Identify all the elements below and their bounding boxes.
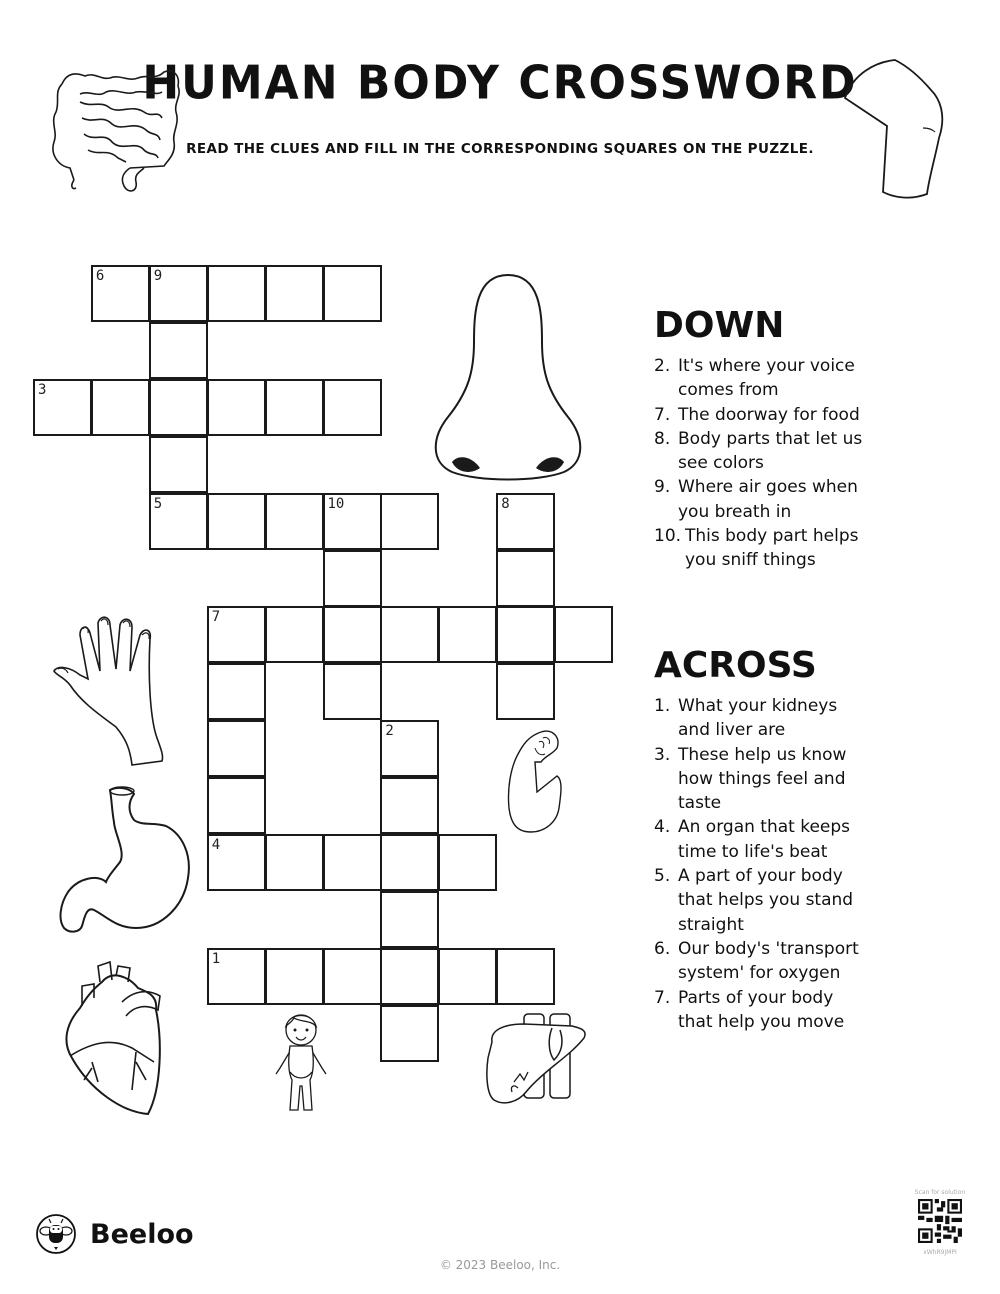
- crossword-cell[interactable]: [323, 265, 382, 322]
- across-heading: ACROSS: [654, 645, 817, 686]
- page-title: HUMAN BODY CROSSWORD: [142, 56, 858, 111]
- crossword-cell[interactable]: [496, 948, 555, 1005]
- child-icon: [270, 1010, 332, 1115]
- clue-text: This body part helps you sniff things: [685, 526, 859, 571]
- hand-icon: [52, 615, 167, 775]
- clue-number: 3: [38, 381, 47, 398]
- clue-num: 7.: [654, 987, 671, 1008]
- crossword-cell[interactable]: [149, 379, 208, 436]
- intestines-icon: [40, 62, 190, 197]
- clue-num: 4.: [654, 817, 671, 838]
- crossword-cell[interactable]: [380, 606, 439, 663]
- clue-text: It's where your voice comes from: [678, 356, 855, 401]
- crossword-cell[interactable]: [496, 663, 555, 720]
- crossword-cell[interactable]: [323, 948, 382, 1005]
- clue-num: 10.: [654, 526, 682, 547]
- crossword-cell[interactable]: [380, 777, 439, 834]
- crossword-cell[interactable]: [323, 606, 382, 663]
- clue-number: 9: [153, 268, 163, 284]
- clue-text: Where air goes when you breath in: [678, 477, 858, 522]
- crossword-cell[interactable]: [265, 493, 324, 550]
- clue-number: 10: [327, 495, 345, 512]
- crossword-cell[interactable]: [380, 891, 439, 948]
- clue-num: 2.: [654, 356, 671, 376]
- liver-icon: [484, 1012, 589, 1112]
- clue-text: An organ that keeps time to life's beat: [678, 817, 851, 862]
- nose-icon: [428, 272, 588, 482]
- across-clue: [654, 864, 873, 937]
- crossword-cell[interactable]: [207, 606, 266, 663]
- crossword-cell[interactable]: [323, 379, 382, 436]
- clue-number: 7: [211, 609, 221, 626]
- crossword-cell[interactable]: [380, 720, 439, 777]
- clue-text: Parts of your body that help you move: [678, 987, 845, 1032]
- instructions: READ THE CLUES AND FILL IN THE CORRESPONDING SQUARES ON THE PUZZLE.: [186, 141, 814, 157]
- crossword-cell[interactable]: [496, 493, 555, 550]
- clue-num: 6.: [654, 938, 671, 959]
- crossword-cell[interactable]: [207, 720, 266, 777]
- copyright: © 2023 Beeloo, Inc.: [439, 1258, 561, 1272]
- clue-text: What your kidneys and liver are: [678, 696, 838, 741]
- crossword-cell[interactable]: [33, 379, 92, 436]
- clue-text: The doorway for food: [678, 404, 860, 425]
- crossword-cell[interactable]: [438, 948, 497, 1005]
- crossword-cell[interactable]: [380, 1005, 439, 1062]
- crossword-cell[interactable]: [207, 948, 266, 1005]
- clue-number: 6: [95, 268, 105, 284]
- clue-text: These help us know how things feel and taste: [678, 744, 847, 814]
- crossword-cell[interactable]: [265, 606, 324, 663]
- qr-code-icon: [918, 1199, 962, 1243]
- across-clue: [654, 815, 873, 864]
- clue-number: 2: [385, 723, 394, 740]
- down-clue: [654, 427, 880, 476]
- crossword-cell[interactable]: [149, 436, 208, 493]
- across-clue: [654, 743, 873, 816]
- crossword-cell[interactable]: [438, 834, 497, 891]
- stomach-icon: [58, 782, 198, 937]
- crossword-cell[interactable]: [496, 606, 555, 663]
- clue-number: 4: [211, 837, 221, 853]
- clue-number: 8: [501, 495, 510, 512]
- clue-num: 1.: [654, 696, 671, 716]
- crossword-cell[interactable]: [149, 493, 208, 550]
- crossword-cell[interactable]: [323, 493, 382, 550]
- qr-solution[interactable]: [910, 1189, 970, 1256]
- crossword-cell[interactable]: [149, 265, 208, 322]
- clue-num: 5.: [654, 866, 671, 887]
- crossword-cell[interactable]: [323, 834, 382, 891]
- brand-logo[interactable]: [35, 1213, 194, 1255]
- clues-across: [654, 645, 873, 1034]
- knee-icon: [835, 58, 945, 203]
- crossword-cell[interactable]: [496, 550, 555, 607]
- crossword-cell[interactable]: [207, 265, 266, 322]
- crossword-cell[interactable]: [149, 322, 208, 379]
- down-clue: [654, 524, 880, 573]
- crossword-cell[interactable]: [207, 663, 266, 720]
- clue-num: 7.: [654, 404, 671, 425]
- crossword-cell[interactable]: [207, 379, 266, 436]
- crossword-cell[interactable]: [438, 606, 497, 663]
- across-clue: [654, 986, 873, 1035]
- crossword-cell[interactable]: [380, 493, 439, 550]
- clues-down: [654, 305, 880, 573]
- flexed-arm-icon: [505, 728, 565, 836]
- crossword-cell[interactable]: [380, 834, 439, 891]
- clue-num: 3.: [654, 744, 671, 765]
- down-clue: [654, 354, 880, 403]
- across-clue-list: [654, 694, 873, 1034]
- crossword-cell[interactable]: [265, 948, 324, 1005]
- crossword-cell[interactable]: [207, 834, 266, 891]
- down-clue-list: [654, 354, 880, 573]
- down-clue: [654, 403, 880, 427]
- heart-icon: [62, 958, 172, 1123]
- crossword-cell[interactable]: [554, 606, 613, 663]
- crossword-cell[interactable]: [265, 834, 324, 891]
- qr-code-id: xWhR9JMPI: [923, 1249, 957, 1256]
- crossword-cell[interactable]: [265, 379, 324, 436]
- crossword-cell[interactable]: [323, 663, 382, 720]
- crossword-cell[interactable]: [380, 948, 439, 1005]
- clue-num: 9.: [654, 477, 671, 498]
- crossword-cell[interactable]: [207, 493, 266, 550]
- crossword-cell[interactable]: [91, 379, 150, 436]
- clue-text: Body parts that let us see colors: [678, 428, 863, 474]
- brand-name: Beeloo: [90, 1218, 194, 1250]
- clue-number: 5: [153, 495, 163, 512]
- down-clue: [654, 475, 880, 524]
- down-heading: DOWN: [654, 305, 785, 346]
- across-clue: [654, 937, 873, 986]
- crossword-cell[interactable]: [323, 550, 382, 607]
- qr-caption: Scan for solution: [914, 1189, 966, 1196]
- crossword-cell[interactable]: [207, 777, 266, 834]
- crossword-cell[interactable]: [265, 265, 324, 322]
- clue-num: 8.: [654, 428, 671, 449]
- crossword-cell[interactable]: [91, 265, 150, 322]
- across-clue: [654, 694, 873, 743]
- clue-text: A part of your body that helps you stand straight: [678, 866, 854, 935]
- clue-number: 1: [211, 950, 221, 967]
- bee-logo-icon: [35, 1213, 77, 1255]
- clue-text: Our body's 'transport system' for oxygen: [678, 938, 859, 984]
